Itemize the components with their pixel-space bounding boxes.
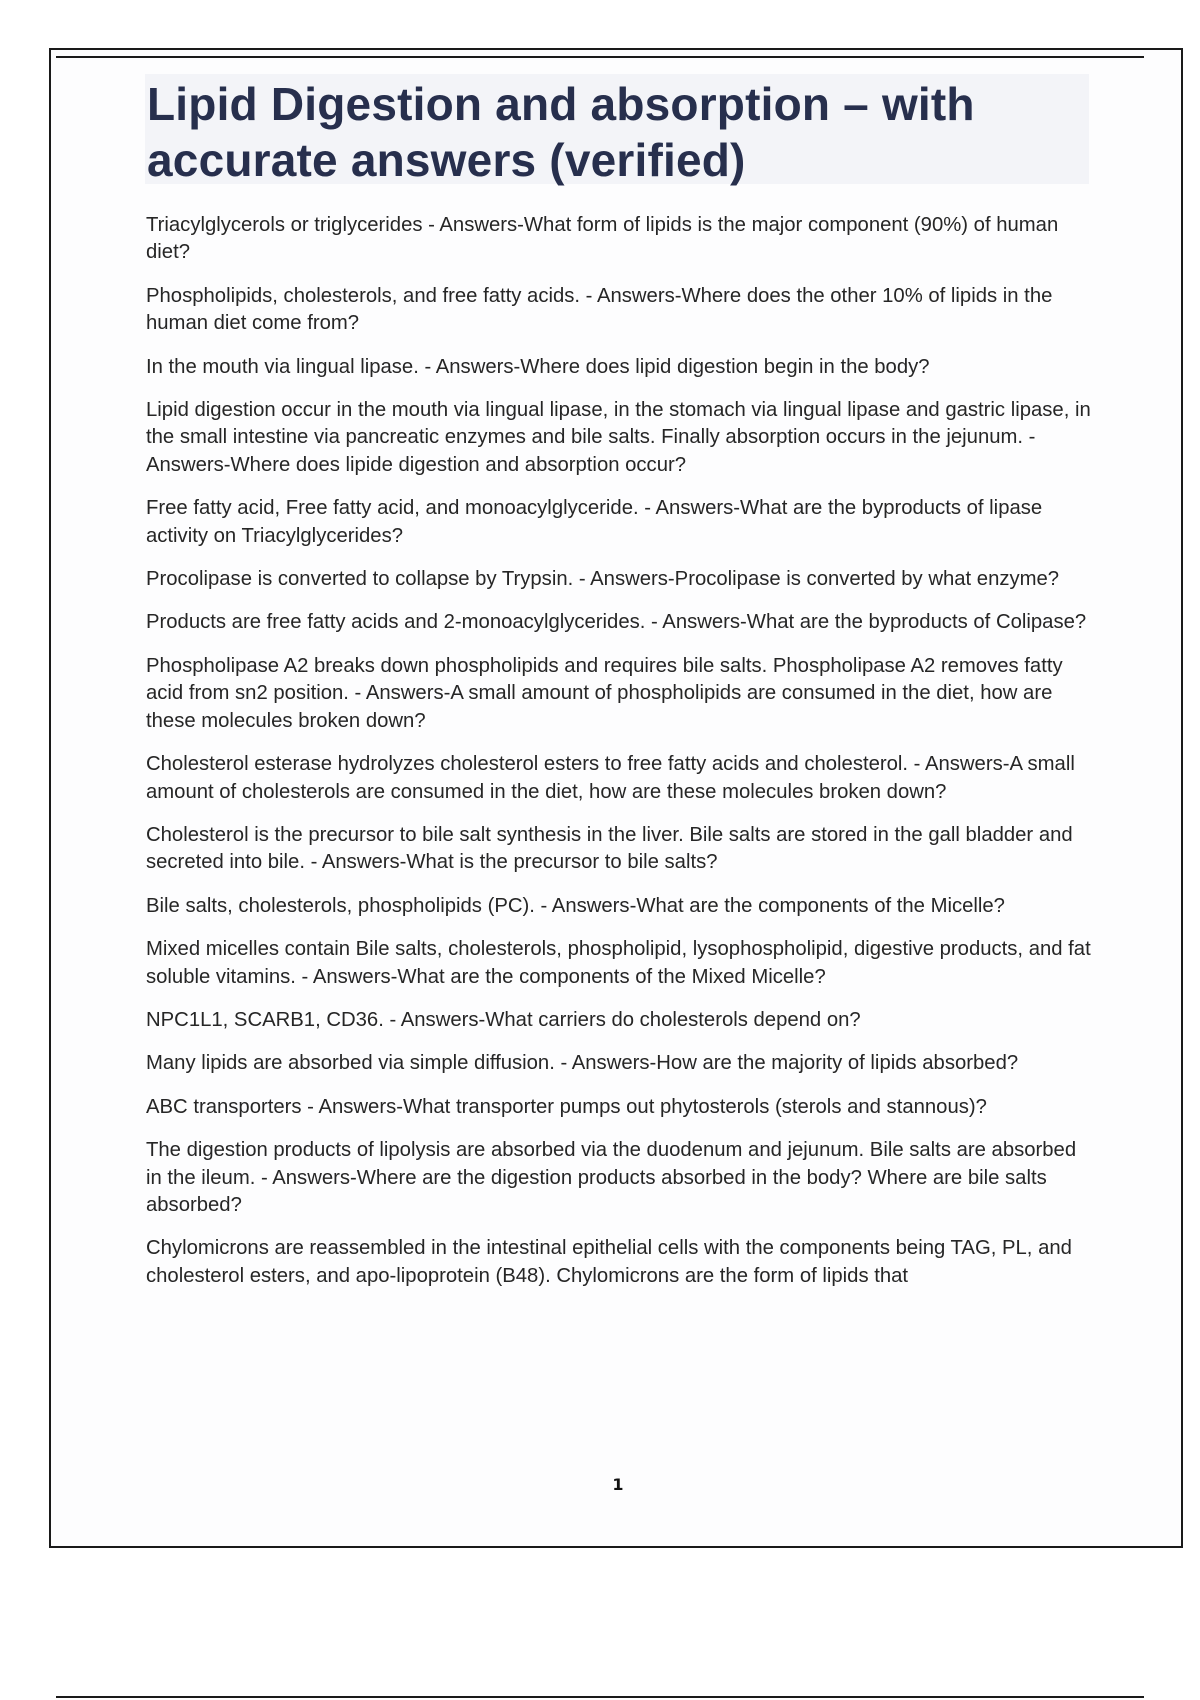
qa-entry: Cholesterol esterase hydrolyzes cholesterol esters to free fatty acids and cholesterol. - Answers-A small amount of cholesterols are consumed in the diet, how are these molecules broken down? [146, 753, 1075, 803]
qa-entry: Triacylglycerols or triglycerides - Answers-What form of lipids is the major component (90%) of human diet? [146, 214, 1059, 264]
qa-entry: Lipid digestion occur in the mouth via lingual lipase, in the stomach via lingual lipase and gastric lipase, in the small intestine via pancreatic enzymes and bile salts. Finally absorption occurs in the jejunum. - Answers-Where does lipide digestion and absorption occur? [146, 399, 1091, 476]
qa-entry: Chylomicrons are reassembled in the intestinal epithelial cells with the components being TAG, PL, and cholesterol esters, and apo-lipoprotein (B48). Chylomicrons are the form of lipids that [146, 1237, 1072, 1287]
qa-entry: Phospholipase A2 breaks down phospholipids and requires bile salts. Phospholipase A2 removes fatty acid from sn2 position. - Answers-A small amount of phospholipids are consumed in the diet, how are these molecules broken down? [146, 654, 1063, 732]
qa-entry: Mixed micelles contain Bile salts, cholesterols, phospholipid, lysophospholipid, digestive products, and fat soluble vitamins. - Answers-What are the components of the Mixed Micelle? [146, 938, 1091, 988]
qa-entry: Bile salts, cholesterols, phospholipids (PC). - Answers-What are the components of the Micelle? [146, 894, 1005, 917]
next-page-top-rule [56, 1696, 1144, 1698]
page-number: 1 [612, 1475, 624, 1494]
qa-entry: Free fatty acid, Free fatty acid, and monoacylglyceride. - Answers-What are the byproducts of lipase activity on Triacylglycerides? [146, 497, 1043, 547]
page-title: Lipid Digestion and absorption – with accurate answers (verified) [147, 78, 975, 186]
qa-entry: Cholesterol is the precursor to bile salt synthesis in the liver. Bile salts are stored in the gall bladder and secreted into bile. - Answers-What is the precursor to bile salts? [146, 823, 1073, 874]
qa-entry: The digestion products of lipolysis are absorbed via the duodenum and jejunum. Bile salts are absorbed in the ileum. - Answers-Where are the digestion products absorbed in the body? Where are bile salts absorbed? [146, 1139, 1077, 1216]
qa-entry: Procolipase is converted to collapse by Trypsin. - Answers-Procolipase is converted by what enzyme? [146, 568, 1060, 591]
qa-entry: Many lipids are absorbed via simple diffusion. - Answers-How are the majority of lipids absorbed? [146, 1052, 1019, 1075]
title-banner [145, 74, 1089, 184]
qa-entry: Products are free fatty acids and 2-monoacylglycerides. - Answers-What are the byproducts of Colipase? [146, 611, 1087, 634]
qa-entry: In the mouth via lingual lipase. - Answers-Where does lipid digestion begin in the body? [146, 355, 930, 378]
qa-entry: ABC transporters - Answers-What transporter pumps out phytosterols (sterols and stannous)? [146, 1095, 987, 1118]
top-rule [56, 56, 1144, 58]
qa-list [146, 212, 1091, 1412]
qa-entry: Phospholipids, cholesterols, and free fatty acids. - Answers-Where does the other 10% of lipids in the human diet come from? [146, 284, 1053, 335]
qa-entry: NPC1L1, SCARB1, CD36. - Answers-What carriers do cholesterols depend on? [146, 1008, 861, 1031]
